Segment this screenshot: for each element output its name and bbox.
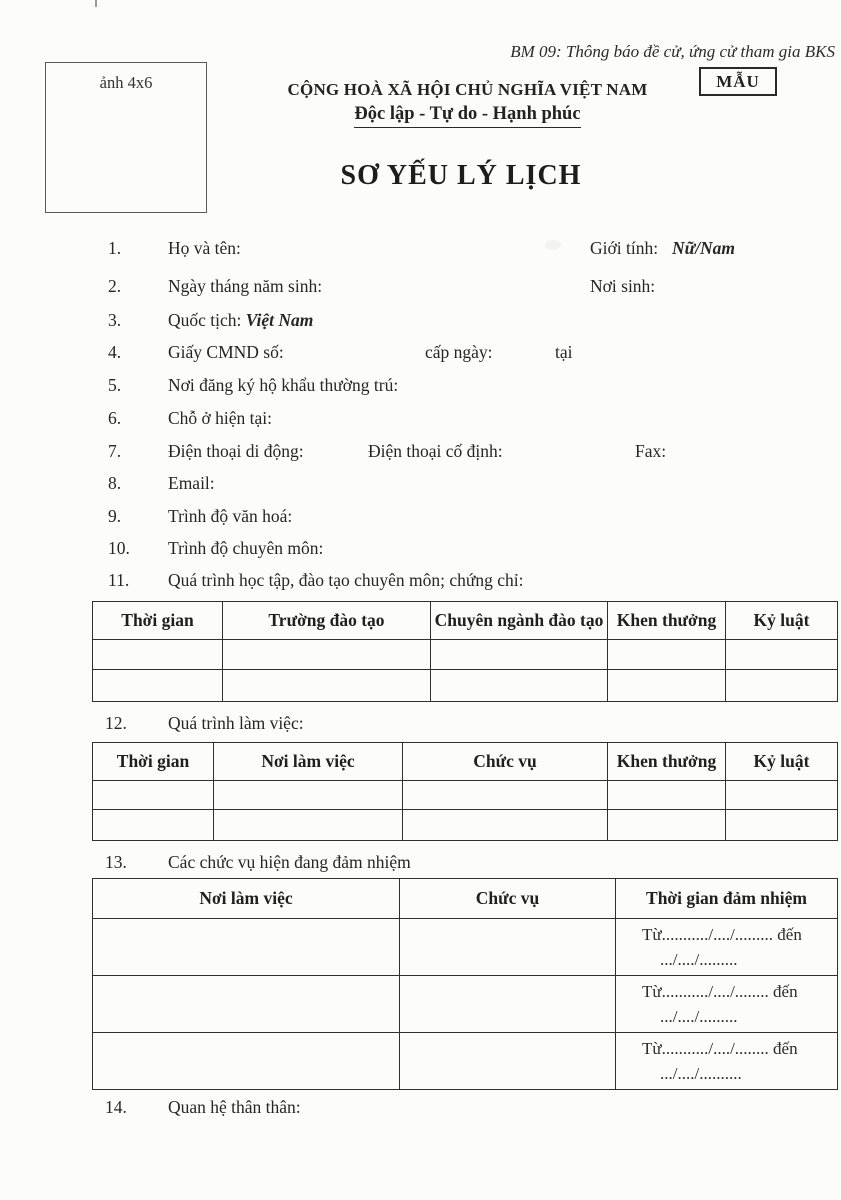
field-label: Điện thoại di động: — [168, 441, 304, 461]
birthplace-label: Nơi sinh: — [590, 276, 656, 296]
field-number: 2. — [108, 276, 122, 296]
column-header: Thời gian — [93, 602, 223, 640]
scan-artifact — [95, 0, 97, 7]
education-header-row — [93, 602, 838, 640]
empty-cell — [608, 670, 726, 702]
table-row — [93, 919, 838, 976]
period-end: .../..../......... — [660, 950, 738, 969]
column-header: Kỷ luật — [726, 602, 838, 640]
period-end: .../..../.......... — [660, 1064, 742, 1083]
photo-box-label: ảnh 4x6 — [99, 73, 153, 92]
field-label: Email: — [168, 473, 215, 493]
nationality-value: Việt Nam — [245, 310, 314, 330]
field-number: 9. — [108, 506, 122, 526]
field-number: 1. — [108, 238, 122, 258]
column-header: Chuyên ngành đào tạo — [431, 602, 608, 640]
period-from-to: Từ.........../..../......... đến — [642, 925, 802, 944]
table-row — [93, 670, 838, 702]
empty-cell — [223, 640, 431, 670]
sample-stamp — [699, 67, 777, 96]
table-row — [93, 1033, 838, 1090]
field-row-lam-viec — [0, 713, 841, 739]
field-row-cmnd — [0, 342, 841, 368]
empty-cell — [726, 670, 838, 702]
field-number: 10. — [108, 538, 130, 558]
sample-stamp-label: MẪU — [716, 71, 760, 91]
empty-cell — [93, 976, 400, 1033]
empty-cell — [93, 670, 223, 702]
field-row-chuc-vu-hien-tai — [0, 852, 841, 878]
field-number: 6. — [108, 408, 122, 428]
column-header: Thời gian — [93, 743, 214, 781]
column-header: Nơi làm việc — [93, 879, 400, 919]
field-number: 14. — [105, 1097, 127, 1117]
field-label: Các chức vụ hiện đang đảm nhiệm — [168, 852, 411, 872]
field-row-hoc-tap — [0, 570, 841, 596]
field-label: Ngày tháng năm sinh: — [168, 276, 323, 296]
work-header-row — [93, 743, 838, 781]
empty-cell — [431, 670, 608, 702]
gender-value: Nữ/Nam — [672, 238, 735, 258]
empty-cell — [93, 781, 214, 810]
field-row-chuyen-mon — [0, 538, 841, 564]
issue-place-label: tại — [555, 342, 573, 362]
column-header: Khen thưởng — [608, 602, 726, 640]
empty-cell — [726, 810, 838, 841]
column-header: Nơi làm việc — [214, 743, 403, 781]
empty-cell — [608, 640, 726, 670]
period-cell — [616, 976, 838, 1033]
national-title: CỘNG HOÀ XÃ HỘI CHỦ NGHĨA VIỆT NAM — [287, 80, 648, 99]
field-label: Trình độ văn hoá: — [168, 506, 293, 526]
field-row-quoc-tich — [0, 310, 841, 336]
table-row — [93, 640, 838, 670]
national-motto-row — [230, 104, 705, 128]
landline-label: Điện thoại cố định: — [368, 441, 503, 461]
empty-cell — [431, 640, 608, 670]
table-row — [93, 976, 838, 1033]
field-number: 11. — [108, 570, 130, 590]
empty-cell — [223, 670, 431, 702]
empty-cell — [93, 810, 214, 841]
empty-cell — [608, 810, 726, 841]
field-label: Nơi đăng ký hộ khẩu thường trú: — [168, 375, 399, 395]
field-label: Chỗ ở hiện tại: — [168, 408, 273, 428]
fax-label: Fax: — [635, 441, 667, 461]
field-row-cho-o — [0, 408, 841, 434]
empty-cell — [726, 781, 838, 810]
empty-cell — [400, 919, 616, 976]
empty-cell — [93, 640, 223, 670]
column-header: Chức vụ — [400, 879, 616, 919]
field-label: Quốc tịch: Việt Nam — [168, 310, 314, 330]
field-row-ngay-sinh — [0, 276, 841, 302]
empty-cell — [214, 781, 403, 810]
field-label: Họ và tên: — [168, 238, 241, 258]
positions-table — [92, 878, 838, 1090]
page-title: SƠ YẾU LÝ LỊCH — [340, 160, 582, 191]
empty-cell — [403, 810, 608, 841]
empty-cell — [726, 640, 838, 670]
period-cell — [616, 1033, 838, 1090]
empty-cell — [93, 1033, 400, 1090]
period-cell — [616, 919, 838, 976]
issue-date-label: cấp ngày: — [425, 342, 493, 362]
empty-cell — [608, 781, 726, 810]
form-code-note: BM 09: Thông báo đề cử, ứng cử tham gia BKS — [510, 42, 835, 61]
column-header: Chức vụ — [403, 743, 608, 781]
field-number: 5. — [108, 375, 122, 395]
column-header: Khen thưởng — [608, 743, 726, 781]
field-row-email — [0, 473, 841, 499]
field-number: 3. — [108, 310, 122, 330]
period-from-to: Từ.........../..../........ đến — [642, 982, 798, 1001]
field-number: 7. — [108, 441, 122, 461]
table-row — [93, 781, 838, 810]
field-row-ho-khau — [0, 375, 841, 401]
field-number: 4. — [108, 342, 122, 362]
field-label: Quan hệ thân thân: — [168, 1097, 301, 1117]
field-row-quan-he — [0, 1097, 841, 1123]
field-label: Quá trình học tập, đào tạo chuyên môn; chứng chỉ: — [168, 570, 524, 590]
national-header — [230, 80, 705, 128]
empty-cell — [93, 919, 400, 976]
empty-cell — [214, 810, 403, 841]
gender-label: Giới tính: — [590, 238, 659, 258]
empty-cell — [403, 781, 608, 810]
national-motto: Độc lập - Tự do - Hạnh phúc — [354, 104, 580, 128]
period-from-to: Từ.........../..../........ đến — [642, 1039, 798, 1058]
education-table — [92, 601, 838, 702]
field-number: 8. — [108, 473, 122, 493]
field-label: Quá trình làm việc: — [168, 713, 304, 733]
field-number: 12. — [105, 713, 127, 733]
column-header: Trường đào tạo — [223, 602, 431, 640]
field-label: Giấy CMND số: — [168, 342, 284, 362]
field-number: 13. — [105, 852, 127, 872]
empty-cell — [400, 1033, 616, 1090]
work-table — [92, 742, 838, 841]
field-row-dien-thoai — [0, 441, 841, 467]
column-header: Kỷ luật — [726, 743, 838, 781]
empty-cell — [400, 976, 616, 1033]
period-end: .../..../......... — [660, 1007, 738, 1026]
field-row-van-hoa — [0, 506, 841, 532]
field-row-ho-va-ten — [0, 238, 841, 264]
field-label: Trình độ chuyên môn: — [168, 538, 324, 558]
column-header: Thời gian đảm nhiệm — [616, 879, 838, 919]
table-row — [93, 810, 838, 841]
positions-header-row — [93, 879, 838, 919]
